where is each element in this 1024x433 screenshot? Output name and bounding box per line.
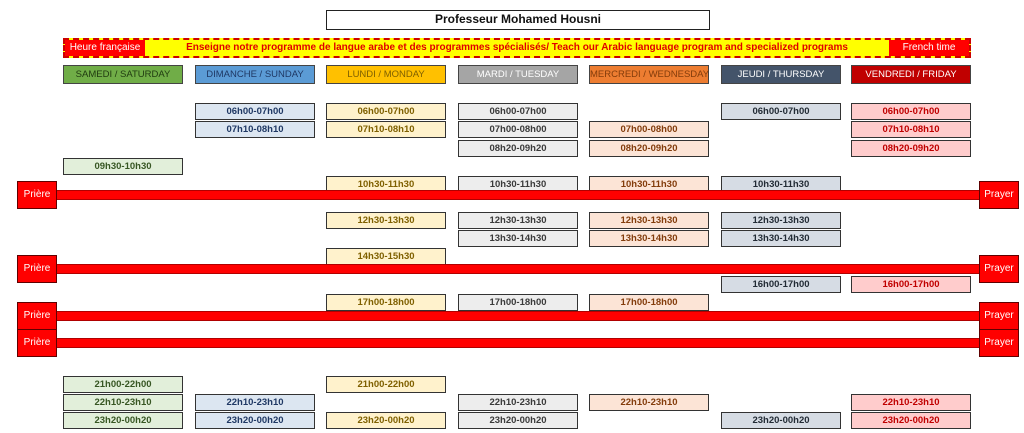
time-slot: 07h00-08h00: [458, 121, 578, 138]
prayer-bar: [28, 338, 993, 348]
time-slot: 13h30-14h30: [589, 230, 709, 247]
time-slot: 12h30-13h30: [326, 212, 446, 229]
prayer-label-right: Prayer: [979, 181, 1019, 209]
time-slot: 12h30-13h30: [589, 212, 709, 229]
prayer-label-left: Prière: [17, 181, 57, 209]
time-slot: 10h30-11h30: [458, 176, 578, 193]
time-slot: 23h20-00h20: [195, 412, 315, 429]
time-slot: 07h10-08h10: [851, 121, 971, 138]
banner-right-label: French time: [889, 40, 969, 56]
time-slot: 16h00-17h00: [851, 276, 971, 293]
page-title: Professeur Mohamed Housni: [326, 10, 710, 30]
time-slot: 23h20-00h20: [721, 412, 841, 429]
time-slot: 12h30-13h30: [721, 212, 841, 229]
prayer-label-left: Prière: [17, 302, 57, 330]
time-slot: 23h20-00h20: [63, 412, 183, 429]
time-slot: 08h20-09h20: [589, 140, 709, 157]
time-slot: 22h10-23h10: [589, 394, 709, 411]
prayer-bar: [28, 311, 993, 321]
time-slot: 06h00-07h00: [721, 103, 841, 120]
time-slot: 23h20-00h20: [326, 412, 446, 429]
banner-center-text: Enseigne notre programme de langue arabe et des programmes spécialisés/ Teach our Arabic language program and specialized programs: [186, 42, 848, 53]
time-slot: 12h30-13h30: [458, 212, 578, 229]
day-header: VENDREDI / FRIDAY: [851, 65, 971, 84]
time-slot: 22h10-23h10: [458, 394, 578, 411]
prayer-label-left: Prière: [17, 255, 57, 283]
prayer-label-left: Prière: [17, 329, 57, 357]
time-slot: 16h00-17h00: [721, 276, 841, 293]
time-slot: 06h00-07h00: [851, 103, 971, 120]
day-header: LUNDI / MONDAY: [326, 65, 446, 84]
time-slot: 17h00-18h00: [326, 294, 446, 311]
day-header: MERCREDI / WEDNESDAY: [589, 65, 709, 84]
time-slot: 10h30-11h30: [326, 176, 446, 193]
prayer-label-right: Prayer: [979, 329, 1019, 357]
time-slot: 10h30-11h30: [589, 176, 709, 193]
time-slot: 21h00-22h00: [63, 376, 183, 393]
time-slot: 22h10-23h10: [851, 394, 971, 411]
time-slot: 09h30-10h30: [63, 158, 183, 175]
time-slot: 13h30-14h30: [721, 230, 841, 247]
time-slot: 08h20-09h20: [458, 140, 578, 157]
day-header: JEUDI / THURSDAY: [721, 65, 841, 84]
day-header: MARDI / TUESDAY: [458, 65, 578, 84]
time-slot: 22h10-23h10: [63, 394, 183, 411]
time-slot: 06h00-07h00: [195, 103, 315, 120]
time-slot: 17h00-18h00: [458, 294, 578, 311]
prayer-bar: [28, 190, 993, 200]
prayer-label-right: Prayer: [979, 255, 1019, 283]
time-slot: 14h30-15h30: [326, 248, 446, 265]
time-slot: 07h10-08h10: [195, 121, 315, 138]
time-slot: 22h10-23h10: [195, 394, 315, 411]
info-banner: [63, 38, 971, 58]
time-slot: 17h00-18h00: [589, 294, 709, 311]
time-slot: 23h20-00h20: [851, 412, 971, 429]
time-slot: 21h00-22h00: [326, 376, 446, 393]
day-header: SAMEDI / SATURDAY: [63, 65, 183, 84]
prayer-bar: [28, 264, 993, 274]
day-header: DIMANCHE / SUNDAY: [195, 65, 315, 84]
time-slot: 06h00-07h00: [458, 103, 578, 120]
prayer-label-right: Prayer: [979, 302, 1019, 330]
time-slot: 13h30-14h30: [458, 230, 578, 247]
time-slot: 23h20-00h20: [458, 412, 578, 429]
time-slot: 07h00-08h00: [589, 121, 709, 138]
time-slot: 07h10-08h10: [326, 121, 446, 138]
banner-left-label: Heure française: [65, 40, 145, 56]
time-slot: 10h30-11h30: [721, 176, 841, 193]
time-slot: 08h20-09h20: [851, 140, 971, 157]
time-slot: 06h00-07h00: [326, 103, 446, 120]
